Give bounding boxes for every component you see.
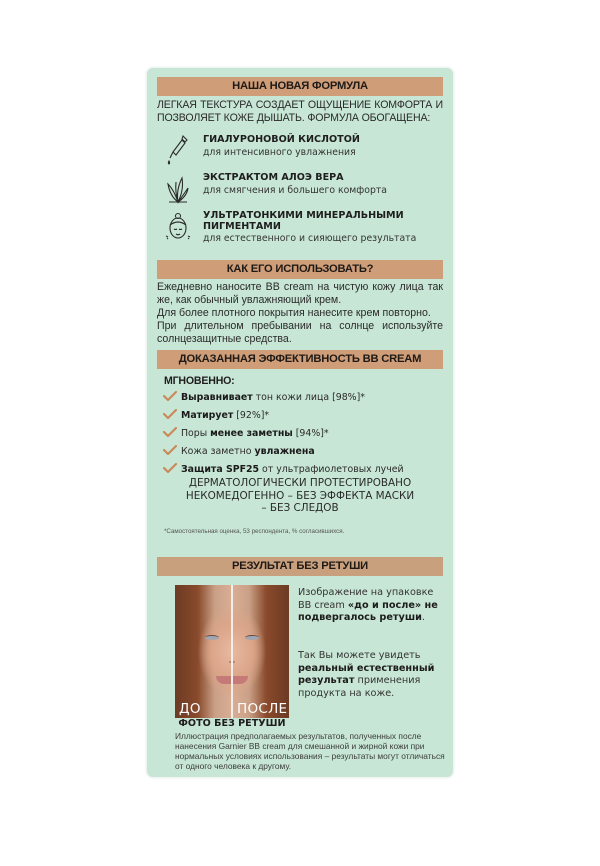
side-text: . (421, 612, 426, 624)
face-icon (165, 212, 191, 244)
section-header-efficacy: ДОКАЗАННАЯ ЭФФЕКТИВНОСТЬ BB CREAM (157, 350, 443, 369)
ingredient-subtitle: для интенсивного увлажнения (203, 147, 356, 158)
benefit-item (163, 427, 329, 441)
product-info-card (147, 68, 453, 777)
side-text: Изображение на упаковке BB cream (298, 587, 434, 611)
benefit-text: [94%]* (292, 428, 329, 439)
formula-intro: ЛЕГКАЯ ТЕКСТУРА СОЗДАЕТ ОЩУЩЕНИЕ КОМФОРТА И ПОЗВОЛЯЕТ КОЖЕ ДЫШАТЬ. ФОРМУЛА ОБОГАЩЕНА: (157, 99, 443, 125)
side-bold: реальный естественный результат (298, 662, 435, 687)
usage-paragraph-1: Ежедневно наносите BB cream на чистую кожу лица так же, как обычный увлажняющий крем. (157, 281, 443, 307)
dropper-icon (165, 134, 191, 166)
ingredient-title: ЭКСТРАКТОМ АЛОЭ ВЕРА (203, 172, 344, 183)
before-after-photo (175, 585, 289, 718)
benefit-text: Кожа заметно (181, 446, 255, 457)
photo-caption: ФОТО БЕЗ РЕТУШИ (178, 718, 286, 729)
after-label: ПОСЛЕ (237, 701, 288, 717)
result-description-2 (298, 650, 448, 700)
ingredient-subtitle: для смягчения и большего комфорта (203, 185, 387, 196)
side-bold: «до и после» не подвергалось ретуши (298, 599, 438, 624)
benefit-bold: Выравнивает (181, 392, 253, 403)
benefit-text: [92%]* (233, 410, 270, 421)
benefit-bold: увлажнена (254, 446, 315, 457)
side-text: Так Вы можете увидеть (298, 650, 421, 661)
checkmark-icon (163, 391, 177, 401)
benefit-bold: Матирует (181, 410, 234, 421)
checkmark-icon (163, 409, 177, 419)
aloe-icon (165, 172, 191, 204)
ingredient-title-line2: ПИГМЕНТАМИ (203, 221, 281, 232)
photo-eye (205, 635, 219, 640)
derm-line: – БЕЗ СЛЕДОВ (261, 502, 339, 515)
benefit-item (163, 409, 269, 423)
ingredient-aloe (159, 172, 439, 208)
benefit-text: от ультрафиолетовых лучей (259, 464, 404, 475)
usage-paragraph-3: При длительном пребывании на солнце используйте солнцезащитные средства. (157, 320, 443, 346)
side-text: применения продукта на коже. (298, 675, 421, 699)
benefit-bold: менее заметны (210, 428, 293, 439)
photo-divider (231, 585, 233, 718)
photo-eye (245, 635, 259, 640)
section-header-formula: НАША НОВАЯ ФОРМУЛА (157, 77, 443, 96)
footnote: *Самостоятельная оценка, 53 респондента, % согласившихся. (164, 528, 345, 535)
ingredient-title: ГИАЛУРОНОВОЙ КИСЛОТОЙ (203, 134, 360, 145)
illustration-note: Иллюстрация предполагаемых результатов, полученных после нанесения Garnier BB cream для смешанной и жирной кожи при нормальных условиях использования – результаты могут отличаться от одного человека к другому. (175, 731, 445, 771)
ingredient-subtitle: для естественного и сияющего результата (203, 233, 417, 244)
derm-line: НЕКОМЕДОГЕННО – БЕЗ ЭФФЕКТА МАСКИ (185, 489, 415, 502)
checkmark-icon (163, 427, 177, 437)
section-header-result: РЕЗУЛЬТАТ БЕЗ РЕТУШИ (157, 557, 443, 576)
dermatology-claim (157, 477, 443, 515)
checkmark-icon (163, 445, 177, 455)
benefit-text: тон кожи лица [98%]* (252, 392, 365, 403)
benefit-bold: Защита SPF25 (181, 464, 260, 475)
benefit-text: Поры (181, 428, 211, 439)
ingredient-hyaluronic (159, 134, 439, 170)
ingredient-title: УЛЬТРАТОНКИМИ МИНЕРАЛЬНЫМИ (203, 210, 404, 221)
before-label: ДО (179, 701, 201, 717)
usage-paragraph-2: Для более плотного покрытия нанесите крем повторно. (157, 307, 431, 319)
ingredient-pigments (159, 210, 439, 252)
derm-line: ДЕРМАТОЛОГИЧЕСКИ ПРОТЕСТИРОВАНО (188, 477, 412, 489)
result-description-1 (298, 587, 448, 625)
benefit-item (163, 463, 404, 477)
section-header-usage: КАК ЕГО ИСПОЛЬЗОВАТЬ? (157, 260, 443, 279)
benefit-item (163, 391, 365, 405)
benefit-item (163, 445, 315, 459)
checkmark-icon (163, 463, 177, 473)
instant-label: МГНОВЕННО: (164, 375, 235, 387)
